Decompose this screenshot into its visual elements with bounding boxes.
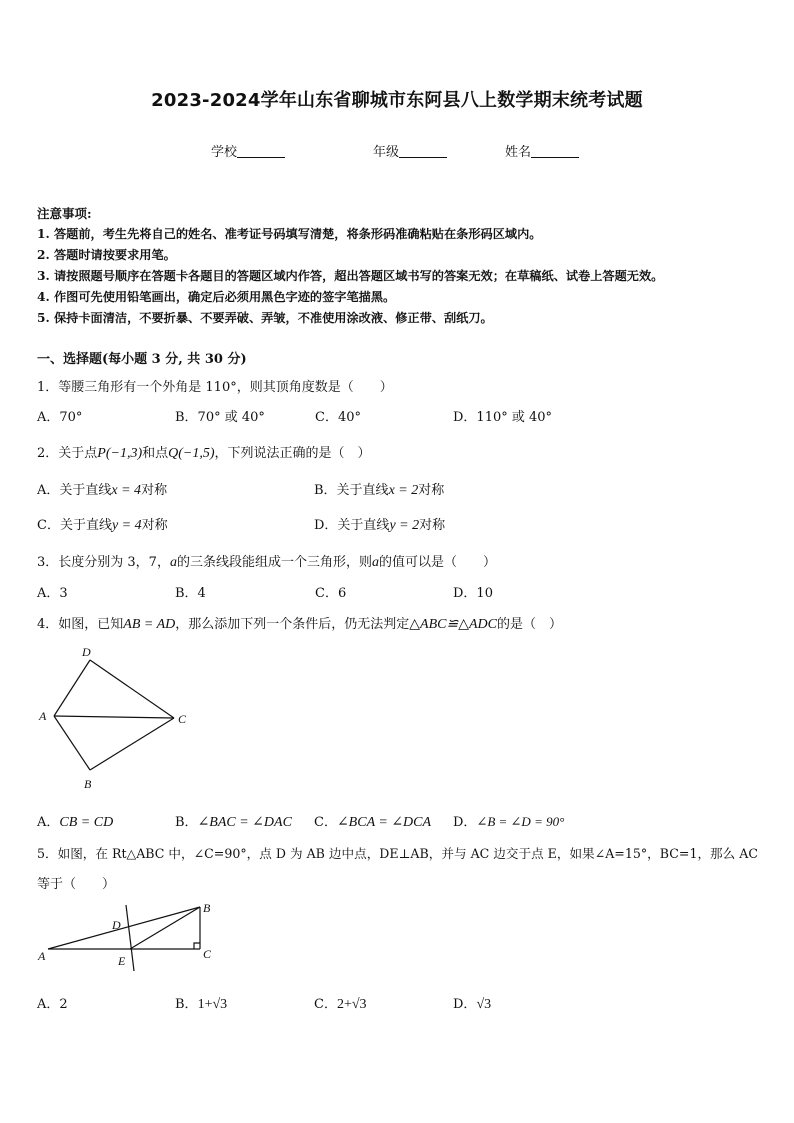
q1-option-d: D．110° 或 40°: [453, 410, 553, 425]
segment-ac: [54, 716, 174, 718]
notes-heading: 注意事项:: [37, 206, 92, 221]
q2-mid: 和点: [142, 446, 169, 461]
q2-option-tail: 对称: [141, 518, 168, 533]
q2-option-label: B．关于直线: [314, 483, 389, 498]
q2-option-label: A．关于直线: [37, 483, 112, 498]
q3-option-b: B．4: [175, 586, 206, 601]
label-d: D: [82, 645, 91, 659]
q2-option-eq: y = 4: [111, 518, 142, 533]
q4-pre: 4．如图，已知: [37, 617, 124, 632]
school-label: 学校: [211, 145, 238, 160]
q1-option-b: B．70° 或 40°: [175, 410, 265, 425]
question-2-stem: [37, 442, 371, 462]
q4-option-c: [314, 811, 431, 831]
note-item: 3. 请按照题号顺序在答题卡各题目的答题区域内作答，超出答题区域书写的答案无效；在草稿纸、试卷上答题无效。: [37, 269, 664, 283]
q3-option-d: D．10: [453, 586, 493, 601]
q2-point-q: Q(−1,5): [168, 446, 215, 461]
q5-option-label: A．2: [37, 997, 68, 1012]
q3-var-a: a: [169, 555, 177, 570]
label-e: E: [118, 954, 126, 968]
segment-ad: [54, 660, 90, 716]
q4-post: 的是（ ）: [496, 617, 562, 632]
q2-option-tail: 对称: [141, 483, 168, 498]
q5-option-a: [37, 993, 68, 1012]
segment-bc: [90, 718, 174, 770]
q2-post: ，下列说法正确的是（ ）: [214, 446, 371, 461]
q2-option-label: D．关于直线: [314, 518, 390, 533]
q2-point-p: P(−1,3): [97, 446, 143, 461]
q4-option-label: B．: [175, 815, 198, 830]
q5-option-label: D．: [453, 997, 477, 1012]
q3-mid: 的三条线段能组成一个三角形，则: [176, 555, 372, 570]
section-heading: 一、选择题(每小题 3 分, 共 30 分): [37, 352, 247, 367]
name-label: 姓名: [505, 145, 532, 160]
q5-option-label: B．: [175, 997, 198, 1012]
q4-option-a: [37, 811, 113, 831]
q2-option-b: [314, 479, 444, 499]
q4-option-b: [175, 811, 292, 831]
label-c: C: [178, 712, 187, 726]
segment-eb: [130, 907, 200, 949]
q2-option-c: [37, 514, 168, 534]
label-a: A: [39, 709, 47, 723]
q2-option-eq: y = 2: [389, 518, 420, 533]
label-b: B: [84, 777, 92, 791]
segment-ab: [54, 716, 90, 770]
grade-field: [373, 141, 447, 160]
q2-option-eq: x = 2: [388, 483, 419, 498]
q2-option-eq: x = 4: [111, 483, 142, 498]
question-1-stem: 1．等腰三角形有一个外角是 110°，则其顶角度数是（ ）: [37, 380, 393, 395]
q5-option-eq: √3: [476, 997, 492, 1012]
q3-var-a2: a: [371, 555, 379, 570]
q3-pre: 3．长度分别为 3，7，: [37, 555, 170, 570]
q4-congruence: △ABC≌△ADC: [409, 617, 497, 632]
grade-label: 年级: [373, 145, 400, 160]
question-3-stem: [37, 551, 496, 571]
q5-option-label: C．: [314, 997, 337, 1012]
grade-blank: [399, 144, 447, 158]
q2-option-label: C．关于直线: [37, 518, 112, 533]
segment-de: [126, 905, 134, 971]
q5-option-eq: 2+√3: [336, 997, 367, 1012]
question-4-stem: [37, 613, 562, 633]
q2-option-a: [37, 479, 167, 499]
question-5-stem-line2: 等于（ ）: [37, 877, 116, 892]
q4-option-eq: ∠BAC = ∠DAC: [197, 815, 292, 830]
school-field: [211, 141, 285, 160]
right-angle-mark: [194, 943, 200, 949]
segment-dc: [90, 660, 174, 718]
q1-option-c: C．40°: [315, 410, 361, 425]
q5-option-c: [314, 993, 367, 1013]
q5-option-eq: 1+√3: [197, 997, 228, 1012]
label-c: C: [203, 947, 212, 961]
q5-option-d: [453, 993, 491, 1013]
q3-post: 的值可以是（ ）: [378, 555, 496, 570]
label-a: A: [38, 949, 46, 963]
q3-option-c: C．6: [315, 586, 347, 601]
q4-option-eq: ∠B = ∠D = 90°: [476, 814, 565, 829]
q4-option-label: C．: [314, 815, 337, 830]
q4-figure: [34, 642, 194, 794]
q5-option-b: [175, 993, 227, 1013]
q4-option-label: D．: [453, 815, 477, 830]
q5-figure: [34, 897, 224, 975]
label-d: D: [112, 918, 121, 932]
note-item: 4. 作图可先使用铅笔画出，确定后必须用黑色字迹的签字笔描黑。: [37, 290, 396, 304]
name-field: [505, 141, 579, 160]
q4-option-eq: CB = CD: [59, 815, 114, 830]
q2-option-tail: 对称: [418, 483, 445, 498]
segment-ab: [48, 907, 200, 949]
name-blank: [531, 144, 579, 158]
note-item: 2. 答题时请按要求用笔。: [37, 248, 176, 262]
q1-option-a: A．70°: [37, 410, 83, 425]
exam-title: 2023-2024学年山东省聊城市东阿县八上数学期末统考试题: [151, 90, 643, 111]
q4-option-d: [453, 811, 564, 830]
q2-option-d: [314, 514, 445, 534]
q4-given: AB = AD: [123, 617, 176, 632]
q2-pre: 2．关于点: [37, 446, 98, 461]
note-item: 1. 答题前，考生先将自己的姓名、准考证号码填写清楚，将条形码准确粘贴在条形码区域内。: [37, 227, 542, 241]
school-blank: [237, 144, 285, 158]
q4-option-label: A．: [37, 815, 60, 830]
label-b: B: [203, 901, 211, 915]
q4-mid: ，那么添加下列一个条件后，仍无法判定: [175, 617, 410, 632]
q4-option-eq: ∠BCA = ∠DCA: [336, 815, 432, 830]
q3-option-a: A．3: [37, 586, 68, 601]
question-5-stem-line1: 5．如图，在 Rt△ABC 中，∠C=90°，点 D 为 AB 边中点，DE⊥AB，并与 AC 边交于点 E，如果∠A=15°，BC=1，那么 AC: [37, 846, 758, 861]
q2-option-tail: 对称: [419, 518, 446, 533]
note-item: 5. 保持卡面清洁，不要折暴、不要弄破、弄皱，不准使用涂改液、修正带、刮纸刀。: [37, 311, 493, 325]
